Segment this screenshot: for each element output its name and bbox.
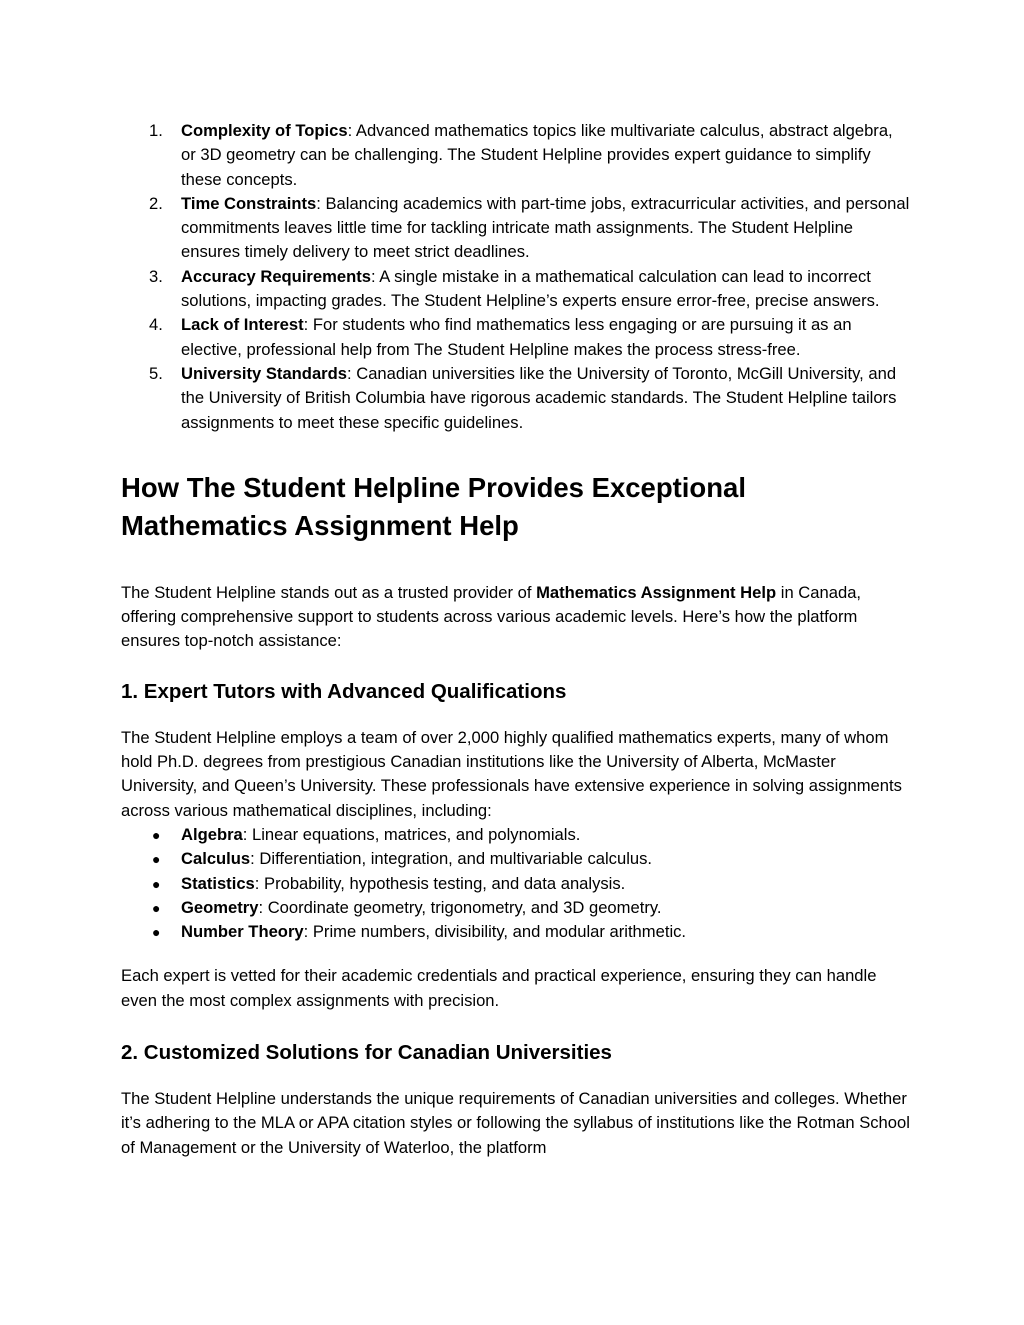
- bullet-icon: ●: [152, 851, 161, 868]
- intro-bold-text: Mathematics Assignment Help: [536, 582, 777, 602]
- list-item: [121, 847, 911, 871]
- list-term: Statistics: [181, 873, 255, 893]
- bullet-icon: ●: [152, 899, 161, 916]
- list-term: Complexity of Topics: [181, 121, 348, 140]
- list-term: University Standards: [181, 363, 347, 383]
- list-term: Lack of Interest: [181, 315, 304, 335]
- list-text: : Canadian universities like the University of Toronto, McGill University, and the University of British Columbia have rigorous academic standards. The Student Helpline tailors assignments to meet these specific guidelines.: [181, 363, 897, 432]
- list-number: 1.: [149, 121, 163, 140]
- list-item: [121, 872, 911, 896]
- list-number: 5.: [149, 363, 163, 383]
- list-text: : For students who find mathematics less engaging or are pursuing it as an elective, professional help from The Student Helpline makes the process stress-free.: [181, 315, 852, 359]
- list-term: Calculus: [181, 849, 251, 869]
- section-heading: How The Student Helpline Provides Exceptional Mathematics Assignment Help: [121, 471, 746, 542]
- list-number: 3.: [149, 266, 163, 286]
- list-term: Number Theory: [181, 922, 304, 942]
- list-term: Time Constraints: [181, 193, 317, 213]
- list-item: [121, 362, 911, 435]
- expert-tutors-paragraph: The Student Helpline employs a team of over 2,000 highly qualified mathematics experts, many of whom hold Ph.D. degrees from prestigious Canadian institutions like the University of Alberta, McMaster University, and Queen’s University. These professionals have extensive experience in solving assignments across various mathematical disciplines, including:: [121, 727, 902, 820]
- bullet-icon: ●: [152, 826, 161, 843]
- list-text: : Coordinate geometry, trigonometry, and 3D geometry.: [258, 897, 662, 917]
- document-content: [121, 119, 911, 1160]
- list-text: : Balancing academics with part-time jobs, extracurricular activities, and personal commitments leaves little time for tackling intricate math assignments. The Student Helpline ensures timely delivery to meet strict deadlines.: [181, 193, 910, 262]
- intro-text-after: in Canada, offering comprehensive support to students across various academic levels. Here’s how the platform ensures top-notch assistance:: [121, 582, 862, 651]
- list-number: 2.: [149, 193, 163, 213]
- list-item: [121, 265, 911, 314]
- subheading-expert-tutors: 1. Expert Tutors with Advanced Qualifications: [121, 679, 567, 703]
- list-term: Algebra: [181, 824, 243, 844]
- list-number: 4.: [149, 315, 163, 335]
- list-text: : A single mistake in a mathematical calculation can lead to incorrect solutions, impacting grades. The Student Helpline’s experts ensure error-free, precise answers.: [181, 266, 880, 311]
- list-text: : Linear equations, matrices, and polynomials.: [242, 824, 581, 844]
- list-text: : Advanced mathematics topics like multivariate calculus, abstract algebra, or 3D geometry can be challenging. The Student Helpline provides expert guidance to simplify these concepts.: [181, 121, 893, 189]
- list-item: [121, 920, 911, 944]
- list-item: [121, 823, 911, 847]
- list-term: Geometry: [181, 897, 259, 917]
- list-item: [121, 119, 911, 192]
- expert-vetting-paragraph: Each expert is vetted for their academic credentials and practical experience, ensuring they can handle even the most complex assignments with precision.: [121, 966, 877, 1010]
- bullet-icon: ●: [152, 924, 161, 941]
- bullet-icon: ●: [152, 875, 161, 892]
- list-term: Accuracy Requirements: [181, 266, 371, 286]
- list-text: : Prime numbers, divisibility, and modular arithmetic.: [303, 922, 687, 942]
- intro-paragraph: [121, 581, 911, 654]
- list-item: [121, 313, 911, 362]
- list-text: : Probability, hypothesis testing, and data analysis.: [254, 873, 626, 893]
- subheading-customized-solutions: 2. Customized Solutions for Canadian Universities: [121, 1041, 612, 1065]
- list-item: [121, 896, 911, 920]
- list-text: : Differentiation, integration, and multivariable calculus.: [250, 849, 653, 869]
- customized-solutions-paragraph: The Student Helpline understands the unique requirements of Canadian universities and colleges. Whether it’s adhering to the MLA or APA citation styles or following the syllabus of institutions like the Rotman School of Management or the University of Waterloo, the platform: [121, 1089, 910, 1157]
- challenges-list: [121, 119, 911, 435]
- list-item: [121, 192, 911, 265]
- disciplines-list: [121, 823, 911, 944]
- intro-text-before: The Student Helpline stands out as a trusted provider of: [121, 582, 537, 602]
